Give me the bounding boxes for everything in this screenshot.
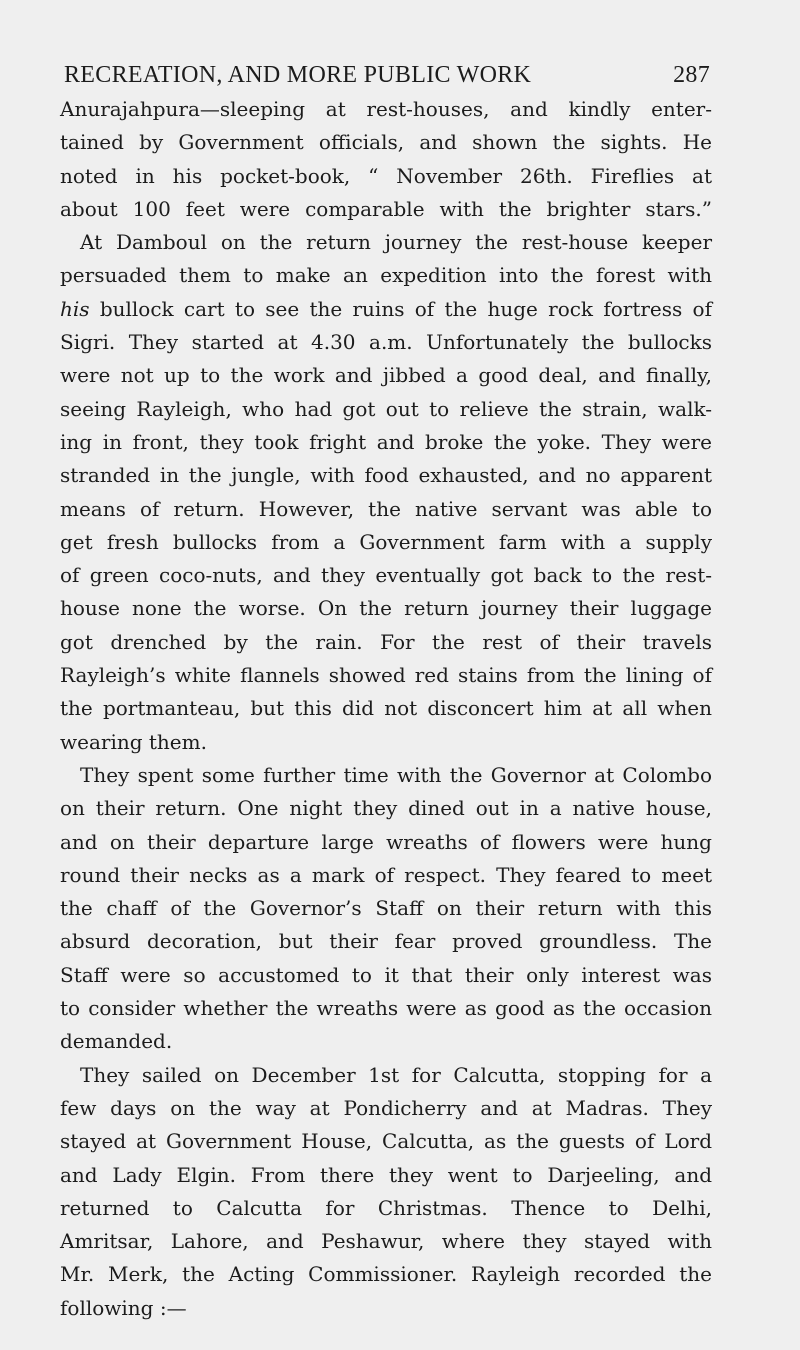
text-line: get fresh bullocks from a Government farm with a supply	[60, 529, 712, 554]
chapter-title: RECREATION, AND MORE PUBLIC WORK	[64, 62, 532, 88]
text-line: noted in his pocket-book, “ November 26th. Fireflies at	[60, 163, 712, 188]
text-line: about 100 feet were comparable with the brighter stars.”	[60, 196, 712, 221]
text-line: the portmanteau, but this did not disconcert him at all when	[60, 696, 712, 721]
text-line: and Lady Elgin. From there they went to Darjeeling, and	[60, 1162, 712, 1187]
paragraph	[60, 1059, 712, 1325]
text-line: Amritsar, Lahore, and Peshawur, where they stayed with	[60, 1229, 712, 1254]
text-line: Rayleigh’s white flannels showed red stains from the lining of	[60, 663, 712, 688]
text-line: house none the worse. On the return journey their luggage	[60, 596, 712, 621]
text-line: At Damboul on the return journey the rest-house keeper	[80, 230, 712, 255]
text-line: of green coco-nuts, and they eventually got back to the rest-	[60, 563, 712, 588]
text-line: Sigri. They started at 4.30 a.m. Unfortunately the bullocks	[60, 330, 712, 355]
text-line: on their return. One night they dined out in a native house,	[60, 796, 712, 821]
text-line: demanded.	[60, 1029, 173, 1054]
text-line: to consider whether the wreaths were as good as the occasion	[60, 996, 712, 1021]
text-line: following :—	[60, 1295, 187, 1320]
paragraph	[60, 93, 712, 226]
paragraph	[60, 226, 712, 759]
text-line: seeing Rayleigh, who had got out to relieve the strain, walk-	[60, 396, 712, 421]
text-line: Staff were so accustomed to it that their only interest was	[60, 962, 712, 987]
page-number: 287	[673, 62, 710, 88]
text-line: the chaff of the Governor’s Staff on their return with this	[60, 896, 712, 921]
text-line: They spent some further time with the Governor at Colombo	[80, 762, 712, 787]
text-line: Anurajahpura—sleeping at rest-houses, and kindly enter-	[60, 97, 712, 121]
text-line: tained by Government officials, and shown the sights. He	[60, 130, 712, 155]
text-line: persuaded them to make an expedition into the forest with	[60, 263, 712, 288]
text-line: absurd decoration, but their fear proved groundless. The	[60, 929, 712, 954]
text-line: were not up to the work and jibbed a good deal, and finally,	[60, 363, 712, 388]
text-line: wearing them.	[60, 729, 207, 754]
paragraph	[60, 759, 712, 1059]
text-line: means of return. However, the native servant was able to	[60, 496, 712, 521]
text-line: returned to Calcutta for Christmas. Thence to Delhi,	[60, 1195, 712, 1220]
text-line: got drenched by the rain. For the rest of their travels	[60, 629, 712, 654]
text-line: few days on the way at Pondicherry and at Madras. They	[60, 1095, 712, 1120]
text-line: and on their departure large wreaths of flowers were hung	[60, 829, 712, 854]
text-line: Mr. Merk, the Acting Commissioner. Rayleigh recorded the	[60, 1262, 712, 1287]
text-line: his bullock cart to see the ruins of the huge rock fortress of	[60, 296, 712, 321]
text-line: They sailed on December 1st for Calcutta, stopping for a	[80, 1062, 712, 1087]
text-line: ing in front, they took fright and broke the yoke. They were	[60, 429, 712, 454]
text-line: stranded in the jungle, with food exhausted, and no apparent	[60, 463, 712, 488]
text-line: round their necks as a mark of respect. They feared to meet	[60, 862, 712, 887]
body-text	[60, 93, 712, 1325]
text-line: stayed at Government House, Calcutta, as the guests of Lord	[60, 1129, 712, 1154]
